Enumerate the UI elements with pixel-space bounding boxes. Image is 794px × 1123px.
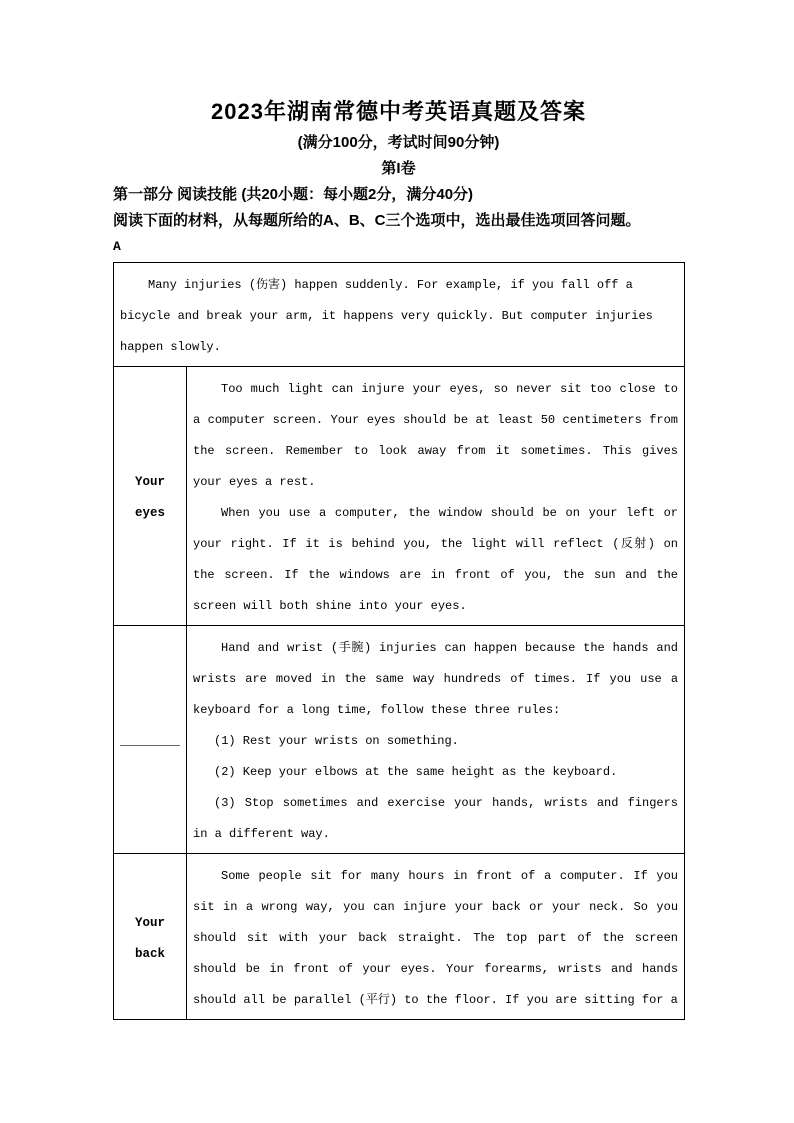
table-row-intro <box>114 263 685 367</box>
row-body-hand-wrist <box>187 626 685 854</box>
body-paragraph: Hand and wrist (手腕) injuries can happen because the hands and wrists are moved in the same way hundreds of times. If you use a keyboard for a long time, follow these three rules: <box>193 641 679 717</box>
body-paragraph: When you use a computer, the window should be on your left or your right. If it is behind you, the light will reflect (反射) on the screen. If the windows are in front of you, the sun and the screen will both shine into your eyes. <box>193 506 679 613</box>
body-paragraph: Some people sit for many hours in front of a computer. If you sit in a wrong way, you can injure your back or your neck. So you should sit with your back straight. The top part of the screen should be in front of your eyes. Your forearms, wrists and hands should all be parallel (平行) to the floor. If you are sitting for a <box>193 869 679 1007</box>
row-body-your-eyes <box>187 367 685 626</box>
reading-passage-table <box>113 262 685 1020</box>
row-body-your-back <box>187 854 685 1020</box>
passage-label: A <box>113 239 121 254</box>
volume-heading: 第I卷 <box>381 160 416 177</box>
row-label-line: back <box>134 946 165 961</box>
row-label-line: Your <box>134 475 165 489</box>
intro-paragraph: Many injuries (伤害) happen suddenly. For example, if you fall off a bicycle and break your arm, it happens very quickly. But computer injuries happen slowly. <box>120 278 653 354</box>
rule-item: (1) Rest your wrists on something. <box>214 734 459 748</box>
row-label-your-back <box>114 854 187 1020</box>
intro-cell <box>114 263 685 367</box>
row-label-blank <box>114 626 187 854</box>
part-one-heading: 第一部分 阅读技能 (共20小题：每小题2分，满分40分) <box>113 186 474 203</box>
table-row-your-back <box>114 854 685 1020</box>
rule-item: (3) Stop sometimes and exercise your hands, wrists and fingers in a different way. <box>193 796 679 841</box>
page-title: 2023年湖南常德中考英语真题及答案 <box>211 99 586 124</box>
body-paragraph: Too much light can injure your eyes, so never sit too close to a computer screen. Your eyes should be at least 50 centimeters from the screen. Remember to look away from it sometimes. This gives your eyes a rest. <box>193 382 679 489</box>
rule-item: (2) Keep your elbows at the same height as the keyboard. <box>214 765 618 779</box>
reading-instruction: 阅读下面的材料，从每题所给的A、B、C三个选项中，选出最佳选项回答问题。 <box>113 212 641 229</box>
row-label-your-eyes <box>114 367 187 626</box>
answer-blank: ________ <box>120 734 181 748</box>
row-label-line: Your <box>134 915 165 930</box>
row-label-line: eyes <box>134 506 165 520</box>
table-row-your-eyes <box>114 367 685 626</box>
table-row-blank <box>114 626 685 854</box>
exam-score-time-subtitle: (满分100分，考试时间90分钟) <box>297 134 500 151</box>
